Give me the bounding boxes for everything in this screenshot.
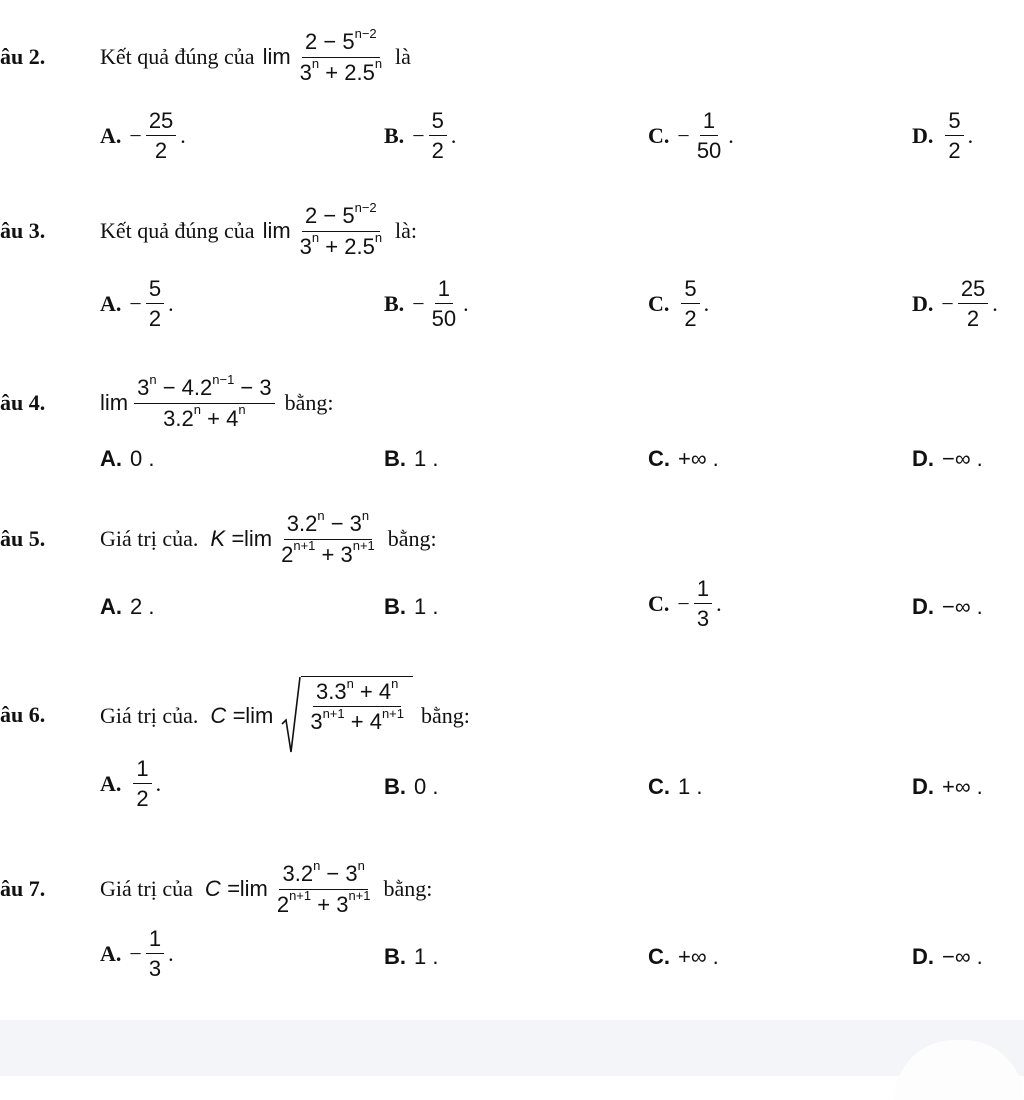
question-suffix: bằng: (421, 703, 470, 728)
question-stem (100, 196, 417, 266)
footer-band (0, 1020, 1024, 1076)
square-root (281, 676, 413, 756)
question-prefix: Giá trị của (100, 876, 193, 901)
limit-fraction: $\frac{2 - 5^{n-2}}{3^n + 2.5^n}$ (299, 25, 383, 85)
option-c[interactable]: C. +∞ . (648, 446, 719, 471)
option-c[interactable]: C. 1 . (648, 774, 703, 799)
question-suffix: là: (395, 218, 418, 243)
question-stem (100, 854, 432, 924)
limit-fraction: $\frac{3.3^n + 4^n}{3^{n+1} + 4^{n+1}}$ (310, 675, 405, 735)
limit-fraction: $\frac{3^n - 4.2^{n-1} - 3}{3.2^n + 4^n}$ (134, 375, 275, 431)
option-d[interactable]: D. −∞ . (912, 944, 983, 969)
lim-operator: lim (100, 390, 129, 415)
variable: C = (204, 876, 240, 901)
option-c[interactable]: C. +∞ . (648, 944, 719, 969)
question-label: âu 7. (0, 876, 46, 901)
option-b[interactable]: B. 1 . (384, 594, 439, 619)
option-b[interactable]: B. 0 . (384, 774, 439, 799)
question-suffix: là (395, 44, 411, 69)
variable: K = (210, 526, 244, 551)
option-d[interactable]: D. − $\frac{25}{2}$ . (912, 276, 998, 332)
question-label: âu 3. (0, 218, 46, 243)
question-stem (100, 504, 437, 574)
limit-fraction: $\frac{3.2^n - 3^n}{2^{n+1} + 3^{n+1}}$ (281, 507, 375, 567)
question-prefix: Giá trị của. (100, 703, 199, 728)
question-suffix: bằng: (284, 390, 334, 415)
lim-operator: lim (245, 703, 274, 728)
option-a[interactable]: A. $\frac{1}{2}$ . (100, 756, 162, 812)
option-b[interactable]: B. 1 . (384, 446, 439, 471)
option-d[interactable]: D. $\frac{5}{2}$ . (912, 108, 974, 164)
question-prefix: Kết quả đúng của (100, 218, 255, 243)
question-label: âu 4. (0, 390, 46, 415)
option-a[interactable]: A. 0 . (100, 446, 155, 471)
option-a[interactable]: A. − $\frac{25}{2}$ . (100, 108, 186, 164)
option-c[interactable]: C. $\frac{5}{2}$ . (648, 276, 710, 332)
variable: C = (210, 703, 246, 728)
lim-operator: lim (239, 876, 268, 901)
option-b[interactable]: B. 1 . (384, 944, 439, 969)
lim-operator: lim (262, 218, 291, 243)
option-d[interactable]: D. −∞ . (912, 594, 983, 619)
option-b[interactable]: B. − $\frac{5}{2}$ . (384, 108, 457, 164)
limit-fraction: $\frac{2 - 5^{n-2}}{3^n + 2.5^n}$ (299, 199, 383, 259)
option-d[interactable]: D. +∞ . (912, 774, 983, 799)
question-label: âu 6. (0, 702, 46, 727)
limit-fraction: $\frac{3.2^n - 3^n}{2^{n+1} + 3^{n+1}}$ (276, 857, 371, 917)
option-b[interactable]: B. − $\frac{1}{50}$ . (384, 276, 469, 332)
question-stem (100, 22, 411, 92)
question-label: âu 5. (0, 526, 46, 551)
option-a[interactable]: A. − $\frac{1}{3}$ . (100, 926, 174, 982)
question-prefix: Giá trị của. (100, 526, 199, 551)
option-c[interactable]: C. − $\frac{1}{50}$ . (648, 108, 734, 164)
option-a[interactable]: A. − $\frac{5}{2}$ . (100, 276, 174, 332)
lim-operator: lim (244, 526, 273, 551)
option-d[interactable]: D. −∞ . (912, 446, 983, 471)
option-a[interactable]: A. 2 . (100, 594, 155, 619)
question-stem (100, 674, 470, 758)
lim-operator: lim (262, 44, 291, 69)
question-label: âu 2. (0, 44, 46, 69)
question-prefix: Kết quả đúng của (100, 44, 255, 69)
question-suffix: bằng: (383, 876, 433, 901)
option-c[interactable]: C. − $\frac{1}{3}$ . (648, 576, 722, 632)
radical-sign-icon (281, 676, 301, 756)
question-suffix: bằng: (387, 526, 437, 551)
question-stem (100, 368, 334, 438)
